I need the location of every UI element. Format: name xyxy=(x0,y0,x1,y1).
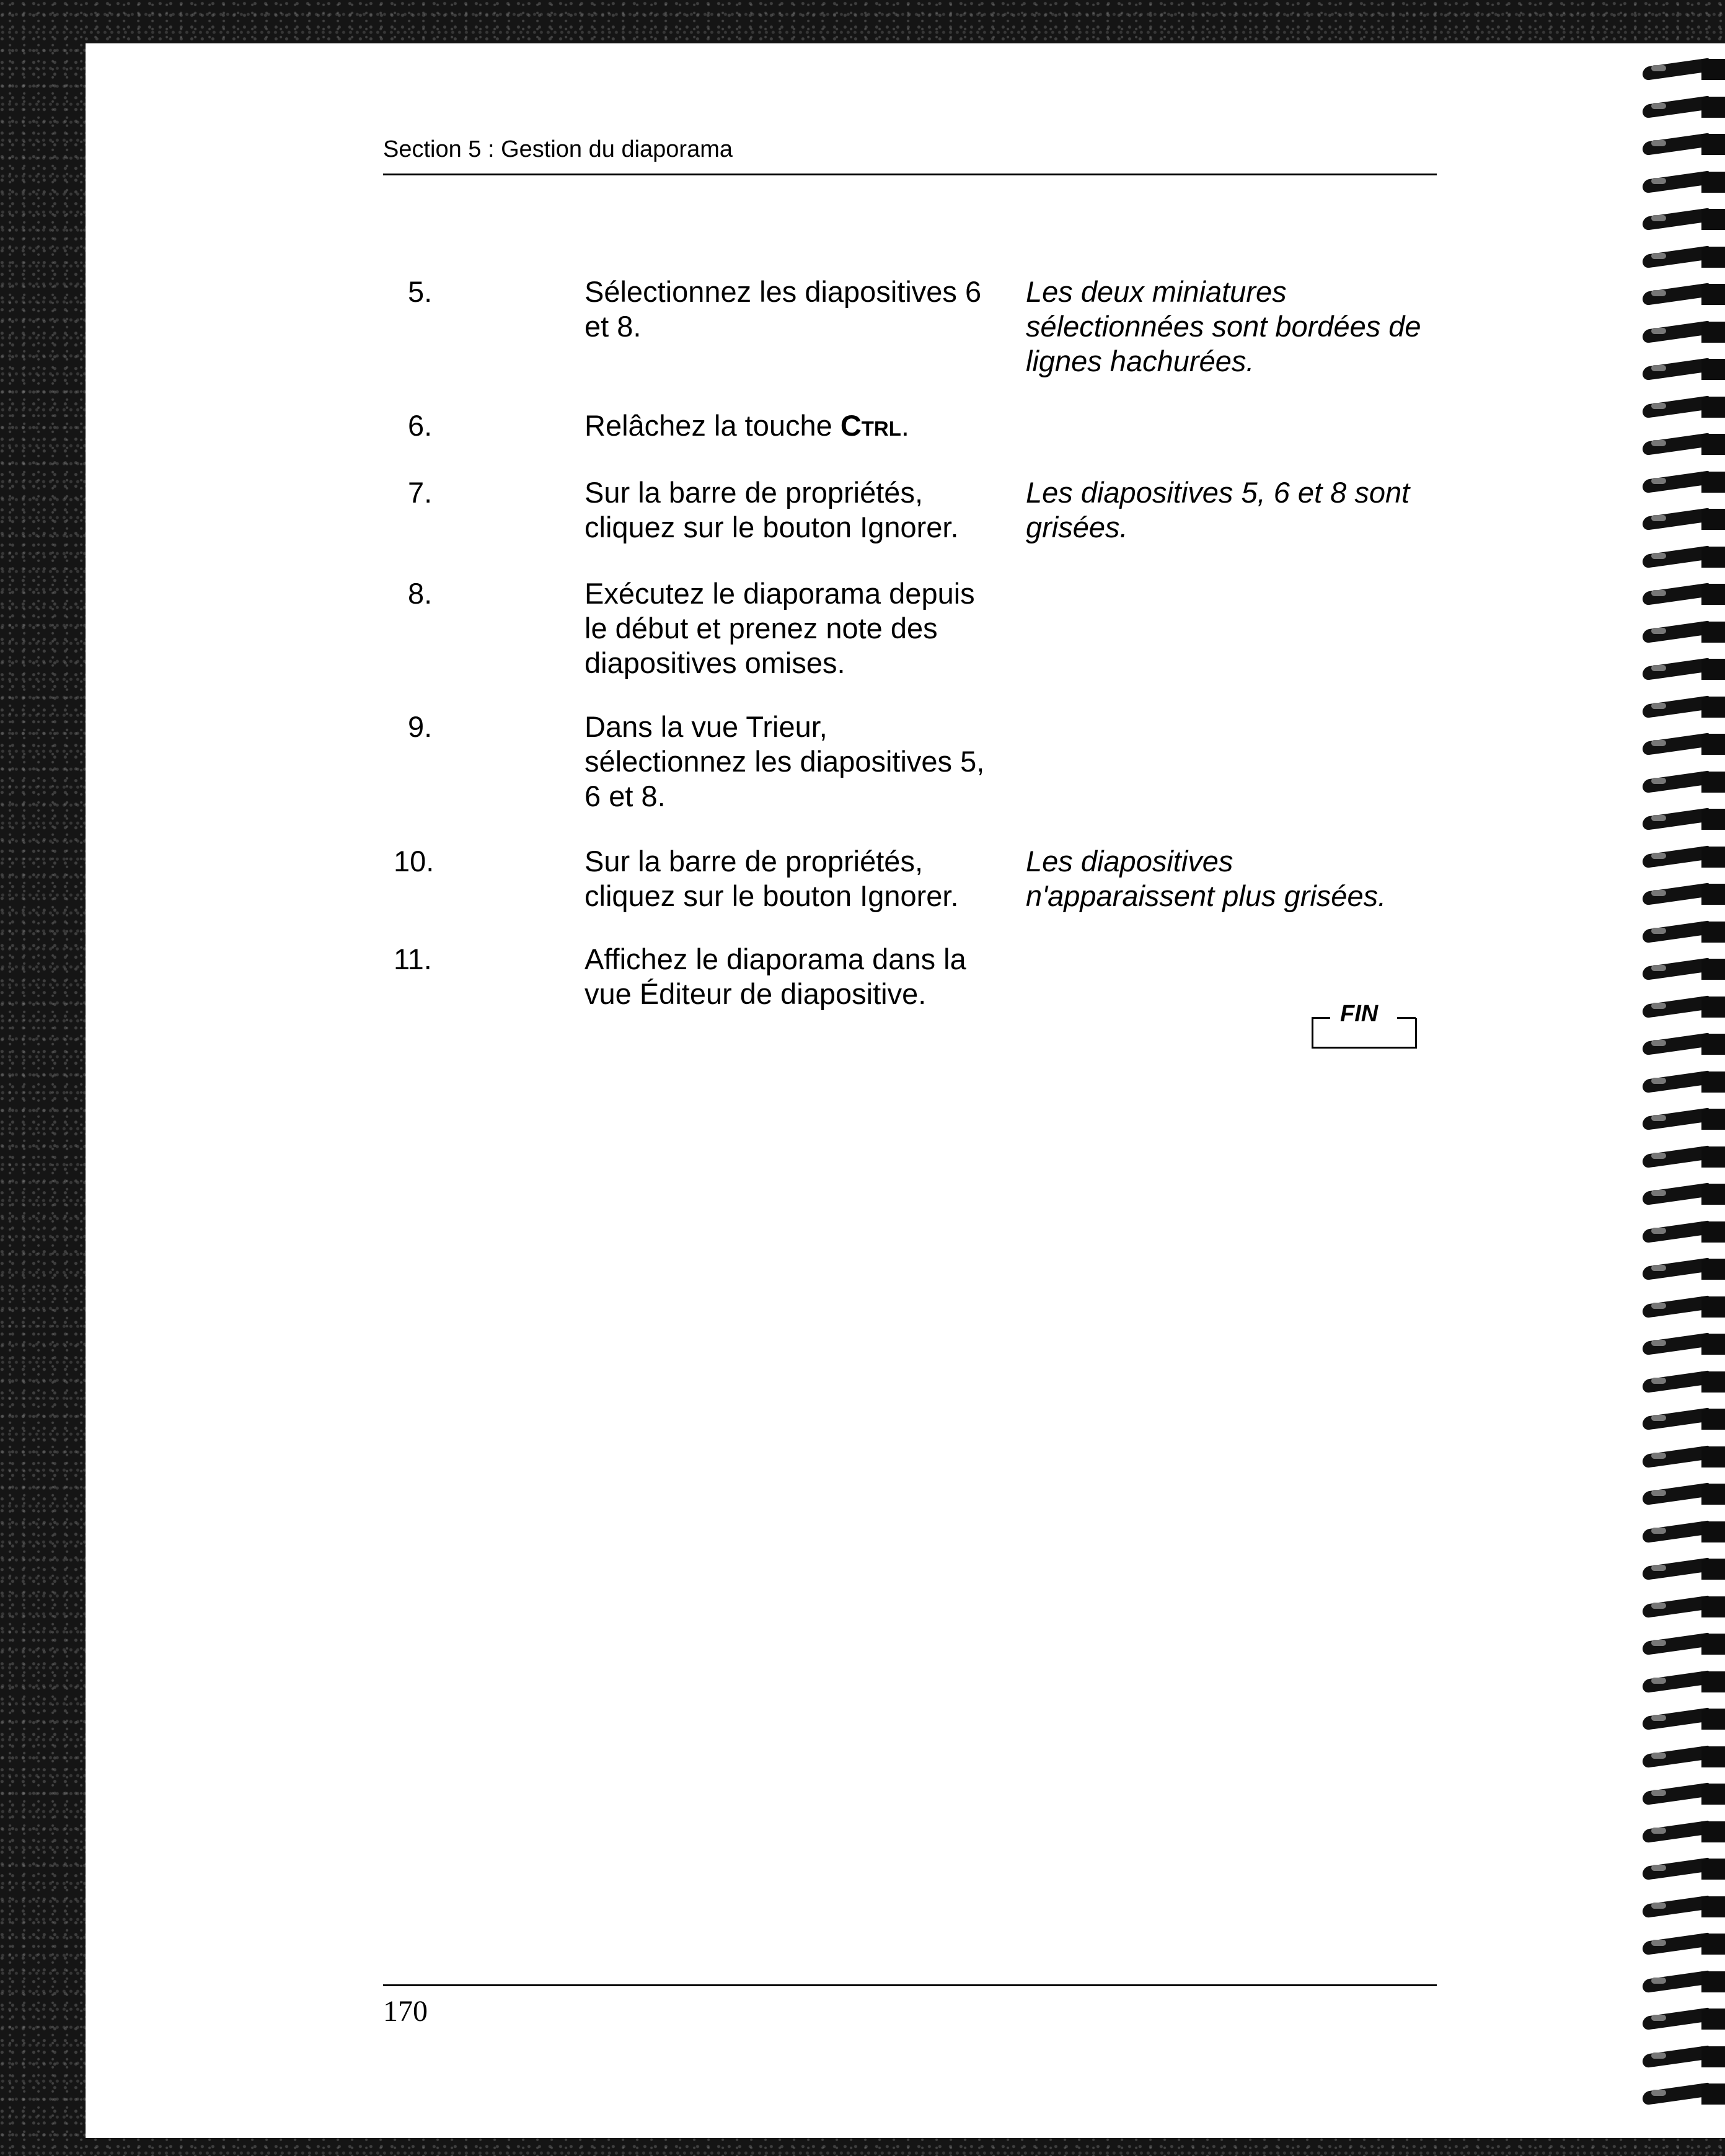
note-line: grisées. xyxy=(1026,511,1128,543)
note-line: Les deux miniatures xyxy=(1026,275,1287,308)
spiral-coil xyxy=(1643,1484,1725,1507)
spiral-coil xyxy=(1643,1896,1725,1920)
instruction-line: Dans la vue Trieur, xyxy=(585,710,827,743)
spiral-coil xyxy=(1643,59,1725,82)
spiral-coil xyxy=(1643,772,1725,795)
spiral-coil xyxy=(1643,1709,1725,1732)
step-note xyxy=(1026,275,1460,379)
spiral-coil xyxy=(1643,1934,1725,1957)
step-number: 5. xyxy=(408,275,433,308)
spiral-coil xyxy=(1643,847,1725,870)
step-instruction xyxy=(585,576,1031,680)
spiral-coil xyxy=(1643,97,1725,120)
instruction-line: Exécutez le diaporama depuis xyxy=(585,577,975,610)
spiral-coil xyxy=(1643,1221,1725,1245)
step-number: 6. xyxy=(408,409,433,442)
footer-rule xyxy=(383,1984,1437,1986)
step-number: 9. xyxy=(408,710,433,743)
spiral-binding xyxy=(1643,59,1725,2147)
spiral-coil xyxy=(1643,509,1725,532)
spiral-coil xyxy=(1643,1971,1725,1995)
spiral-coil xyxy=(1643,1859,1725,1882)
step-note xyxy=(1026,844,1460,913)
spiral-coil xyxy=(1643,284,1725,307)
document-page xyxy=(86,43,1725,2138)
instruction-line: vue Éditeur de diapositive. xyxy=(585,977,927,1010)
spiral-coil xyxy=(1643,209,1725,232)
note-line: Les diapositives 5, 6 et 8 sont xyxy=(1026,476,1410,509)
spiral-coil xyxy=(1643,997,1725,1020)
spiral-coil xyxy=(1643,1184,1725,1207)
step-number: 7. xyxy=(408,476,433,509)
spiral-coil xyxy=(1643,1109,1725,1132)
page-number: 170 xyxy=(383,1995,428,2028)
spiral-coil xyxy=(1643,1146,1725,1170)
end-marker-rule-left xyxy=(1312,1017,1330,1019)
spiral-coil xyxy=(1643,1746,1725,1770)
spiral-coil xyxy=(1643,1371,1725,1395)
spiral-coil xyxy=(1643,397,1725,420)
spiral-coil xyxy=(1643,472,1725,495)
step-number: 8. xyxy=(408,577,433,610)
step-number: 11. xyxy=(394,943,432,975)
keyboard-key-ctrl: Ctrl xyxy=(840,409,901,442)
spiral-coil xyxy=(1643,1821,1725,1845)
spiral-coil xyxy=(1643,622,1725,645)
instruction-text: Relâchez la touche xyxy=(585,409,840,442)
spiral-coil xyxy=(1643,434,1725,457)
spiral-coil xyxy=(1643,2083,1725,2107)
end-marker xyxy=(1312,1001,1416,1049)
spiral-coil xyxy=(1643,809,1725,832)
note-line: sélectionnées sont bordées de xyxy=(1026,310,1421,343)
spiral-coil xyxy=(1643,247,1725,270)
instruction-line: cliquez sur le bouton Ignorer. xyxy=(585,511,959,543)
step-instruction xyxy=(585,408,1031,443)
instruction-line: le début et prenez note des xyxy=(585,612,938,645)
spiral-coil xyxy=(1643,1296,1725,1320)
spiral-coil xyxy=(1643,1446,1725,1470)
instruction-line: Sélectionnez les diapositives 6 xyxy=(585,275,982,308)
end-marker-label: FIN xyxy=(1338,1001,1380,1027)
spiral-coil xyxy=(1643,1034,1725,1057)
spiral-coil xyxy=(1643,322,1725,345)
spiral-coil xyxy=(1643,734,1725,757)
spiral-coil xyxy=(1643,1071,1725,1095)
spiral-coil xyxy=(1643,547,1725,570)
spiral-coil xyxy=(1643,1634,1725,1657)
spiral-coil xyxy=(1643,1784,1725,1807)
instruction-line: et 8. xyxy=(585,310,642,343)
note-line: n'apparaissent plus grisées. xyxy=(1026,879,1387,912)
instruction-line: diapositives omises. xyxy=(585,646,845,679)
instruction-line: cliquez sur le bouton Ignorer. xyxy=(585,879,959,912)
spiral-coil xyxy=(1643,697,1725,720)
step-instruction xyxy=(585,844,1031,913)
spiral-coil xyxy=(1643,2009,1725,2032)
end-marker-rule-right xyxy=(1397,1017,1416,1019)
step-note xyxy=(1026,475,1460,545)
instruction-line: Sur la barre de propriétés, xyxy=(585,476,924,509)
instruction-line: Affichez le diaporama dans la xyxy=(585,943,966,975)
spiral-coil xyxy=(1643,959,1725,982)
instruction-line: sélectionnez les diapositives 5, xyxy=(585,745,985,778)
spiral-coil xyxy=(1643,584,1725,607)
spiral-coil xyxy=(1643,172,1725,195)
spiral-coil xyxy=(1643,1596,1725,1620)
note-line: Les diapositives xyxy=(1026,845,1233,878)
spiral-coil xyxy=(1643,1259,1725,1282)
spiral-coil xyxy=(1643,1671,1725,1695)
note-line: lignes hachurées. xyxy=(1026,345,1255,377)
step-instruction xyxy=(585,710,1031,814)
spiral-coil xyxy=(1643,1334,1725,1357)
instruction-line: 6 et 8. xyxy=(585,780,666,812)
step-instruction xyxy=(585,275,1031,344)
spiral-coil xyxy=(1643,884,1725,907)
spiral-coil xyxy=(1643,659,1725,682)
spiral-coil xyxy=(1643,134,1725,157)
instruction-text: . xyxy=(901,409,909,442)
spiral-coil xyxy=(1643,1559,1725,1582)
spiral-coil xyxy=(1643,2046,1725,2070)
spiral-coil xyxy=(1643,1521,1725,1545)
instruction-line: Sur la barre de propriétés, xyxy=(585,845,924,878)
spiral-coil xyxy=(1643,922,1725,945)
step-number: 10. xyxy=(394,845,435,878)
spiral-coil xyxy=(1643,1409,1725,1432)
spiral-coil xyxy=(1643,359,1725,382)
section-header: Section 5 : Gestion du diaporama xyxy=(383,136,733,162)
step-instruction xyxy=(585,942,1031,1011)
step-instruction xyxy=(585,475,1031,545)
header-rule xyxy=(383,174,1437,175)
